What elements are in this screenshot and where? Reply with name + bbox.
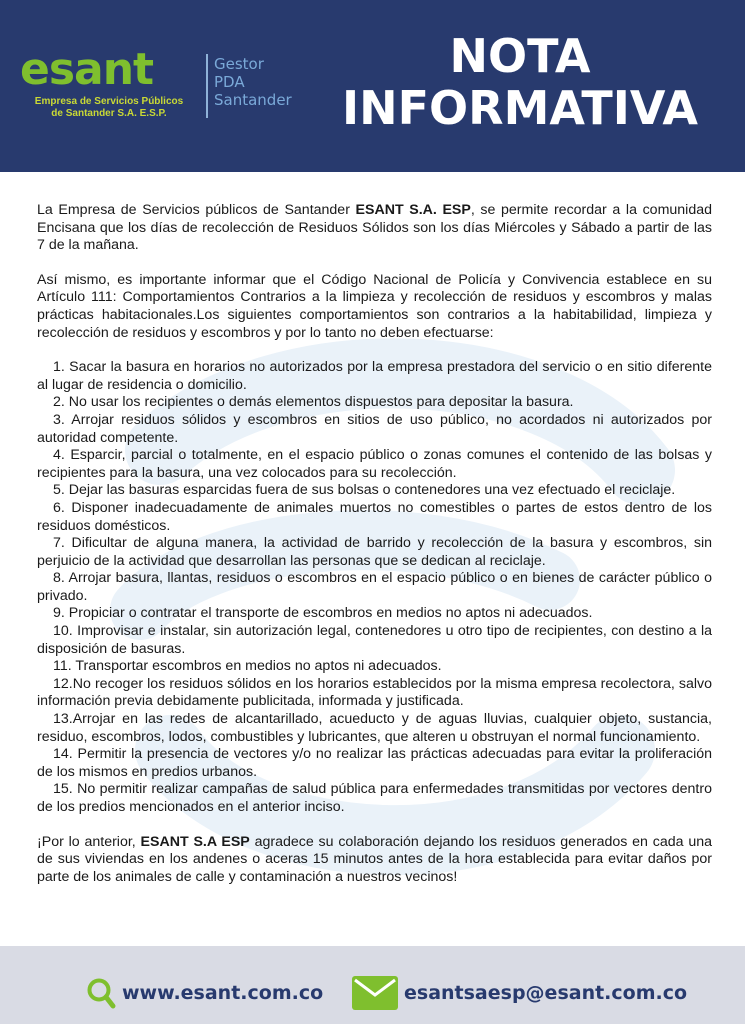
footer-bar xyxy=(0,946,745,1024)
page-title xyxy=(320,30,720,134)
list-item: 1. Sacar la basura en horarios no autorizados por la empresa prestadora del servicio o en sitio diferente al lugar de residencia o domicilio. xyxy=(37,359,712,393)
list-item: 11. Transportar escombros en medios no aptos ni adecuados. xyxy=(53,658,442,675)
intro-text-end: , se permite recordar a la comunidad Encisana que los días de recolección de Residuos Sólidos son los días Miércoles y Sábado a partir de las 7 de la mañana. xyxy=(37,202,712,254)
logo-gestor-line2: PDA xyxy=(214,73,245,91)
company-name: ESANT S.A ESP xyxy=(140,833,250,850)
list-item: 10. Improvisar e instalar, sin autorización legal, contenedores u otro tipo de recipientes, con destino a la disposición de basuras. xyxy=(37,623,712,657)
title-line1: NOTA xyxy=(449,29,591,83)
email-link[interactable] xyxy=(352,976,687,1010)
list-item: 5. Dejar las basuras esparcidas fuera de sus bolsas o contenedores una vez efectuado el reciclaje. xyxy=(53,482,676,499)
intro-text: La Empresa de Servicios públicos de Santander xyxy=(37,202,356,218)
esant-logo xyxy=(18,44,292,126)
list-item: 4. Esparcir, parcial o totalmente, en el espacio público o zonas comunes el contenido de las bolsas y recipientes para la basura, una vez colocados para su recolección. xyxy=(37,447,712,481)
intro-paragraph xyxy=(37,202,712,255)
company-name: ESANT S.A. ESP xyxy=(355,202,471,218)
closing-text: ¡Por lo anterior, xyxy=(37,833,141,850)
notice-content xyxy=(37,202,712,886)
logo-wordmark: esant xyxy=(20,44,154,95)
list-item: 6. Disponer inadecuadamente de animales muertos no comestibles o partes de estos dentro de los residuos domésticos. xyxy=(37,499,712,534)
title-line2: INFORMATIVA xyxy=(342,81,698,135)
logo-divider xyxy=(206,54,208,118)
envelope-icon xyxy=(352,976,398,1010)
search-icon xyxy=(86,977,116,1009)
logo-company-line2: de Santander S.A. E.S.P. xyxy=(51,108,167,119)
website-link[interactable] xyxy=(86,976,323,1010)
code-paragraph: Así mismo, es importante informar que el Código Nacional de Policía y Convivencia establece en su Artículo 111: Comportamientos Contrarios a la limpieza y recolección de residuos y escombros y malas prácticas habitacionales.Los siguientes comportamientos son contrarios a la habitabilidad, limpieza y recolección de residuos y escombros y por lo tanto no deben efectuarse: xyxy=(37,271,712,341)
header-banner xyxy=(0,0,745,172)
list-item: 12.No recoger los residuos sólidos en los horarios establecidos por la misma empresa recolectora, salvo información previa debidamente publicitada, informada y justificada. xyxy=(37,675,712,710)
logo-gestor-line3: Santander xyxy=(214,91,292,109)
list-item: 13.Arrojar en las redes de alcantarillado, acueducto y de aguas lluvias, cualquier objeto, sustancia, residuo, escombros, lodos, combustibles y lubricantes, que alteren u obstruyan el normal funcionamiento. xyxy=(37,711,712,745)
logo-gestor-line1: Gestor xyxy=(214,55,264,73)
closing-paragraph xyxy=(37,834,712,887)
website-text[interactable]: www.esant.com.co xyxy=(122,982,324,1004)
list-item: 3. Arrojar residuos sólidos y escombros en sitios de uso público, no acordados ni autorizados por autoridad competente. xyxy=(37,411,712,446)
list-item: 2. No usar los recipientes o demás elementos dispuestos para depositar la basura. xyxy=(53,394,574,411)
list-item: 15. No permitir realizar campañas de salud pública para enfermedades transmitidas por vectores dentro de los predios mencionados en el anterior inciso. xyxy=(37,781,712,815)
list-item: 7. Dificultar de alguna manera, la actividad de barrido y recolección de la basura y escombros, sin perjuicio de la actividad que desarrollan las personas que se dedican al reciclaje. xyxy=(37,535,712,569)
email-text[interactable]: esantsaesp@esant.com.co xyxy=(404,982,688,1004)
prohibited-behaviors-list xyxy=(37,359,712,816)
list-item: 14. Permitir la presencia de vectores y/o no realizar las prácticas adecuadas para evitar la proliferación de los mismos en predios urbanos. xyxy=(37,746,712,780)
list-item: 9. Propiciar o contratar el transporte de escombros en medios no aptos ni adecuados. xyxy=(53,605,593,622)
logo-company-line1: Empresa de Servicios Públicos xyxy=(34,96,184,107)
list-item: 8. Arrojar basura, llantas, residuos o escombros en el espacio público o en bienes de carácter público o privado. xyxy=(37,570,712,604)
closing-text-end: agradece su colaboración dejando los residuos generados en cada una de sus viviendas en los andenes o aceras 15 minutos antes de la hora establecida para evitar daños por parte de los animales de calle y contaminación a nuestros vecinos! xyxy=(37,833,712,885)
